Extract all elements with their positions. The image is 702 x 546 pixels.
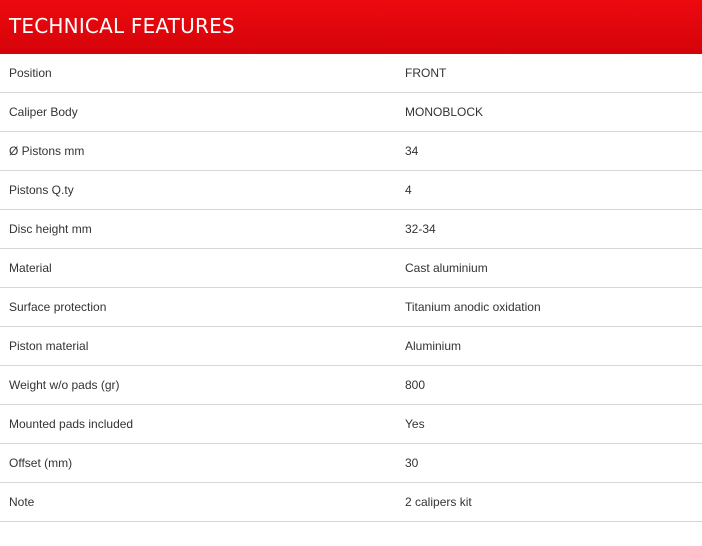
spec-row-caliper-body xyxy=(0,93,702,132)
spec-row-pistons-diameter xyxy=(0,132,702,171)
spec-table xyxy=(0,54,702,522)
spec-value: 800 xyxy=(405,378,426,392)
spec-row-note xyxy=(0,483,702,522)
spec-row-mounted-pads xyxy=(0,405,702,444)
spec-value: Yes xyxy=(405,417,425,431)
spec-label: Note xyxy=(9,495,35,509)
spec-label: Position xyxy=(9,66,52,80)
spec-value: FRONT xyxy=(405,66,447,80)
spec-row-piston-material xyxy=(0,327,702,366)
spec-label: Offset (mm) xyxy=(9,456,73,470)
spec-row-disc-height xyxy=(0,210,702,249)
spec-label: Mounted pads included xyxy=(9,417,134,431)
spec-row-pistons-qty xyxy=(0,171,702,210)
spec-value: Titanium anodic oxidation xyxy=(405,300,541,314)
section-title: TECHNICAL FEATURES xyxy=(9,14,235,38)
section-header xyxy=(0,0,702,54)
spec-value: 34 xyxy=(405,144,419,158)
spec-row-surface-protection xyxy=(0,288,702,327)
spec-row-weight xyxy=(0,366,702,405)
spec-label: Piston material xyxy=(9,339,89,353)
spec-value: Aluminium xyxy=(405,339,462,353)
spec-value: MONOBLOCK xyxy=(405,105,484,119)
spec-label: Pistons Q.ty xyxy=(9,183,74,197)
spec-row-material xyxy=(0,249,702,288)
spec-value: Cast aluminium xyxy=(405,261,488,275)
spec-label: Disc height mm xyxy=(9,222,92,236)
spec-label: Material xyxy=(9,261,52,275)
spec-label: Ø Pistons mm xyxy=(9,144,85,158)
spec-value: 2 calipers kit xyxy=(405,495,472,509)
spec-row-position xyxy=(0,54,702,93)
spec-label: Weight w/o pads (gr) xyxy=(9,378,120,392)
spec-label: Caliper Body xyxy=(9,105,78,119)
spec-label: Surface protection xyxy=(9,300,107,314)
spec-value: 30 xyxy=(405,456,419,470)
spec-value: 32-34 xyxy=(405,222,436,236)
spec-row-offset xyxy=(0,444,702,483)
spec-value: 4 xyxy=(405,183,412,197)
